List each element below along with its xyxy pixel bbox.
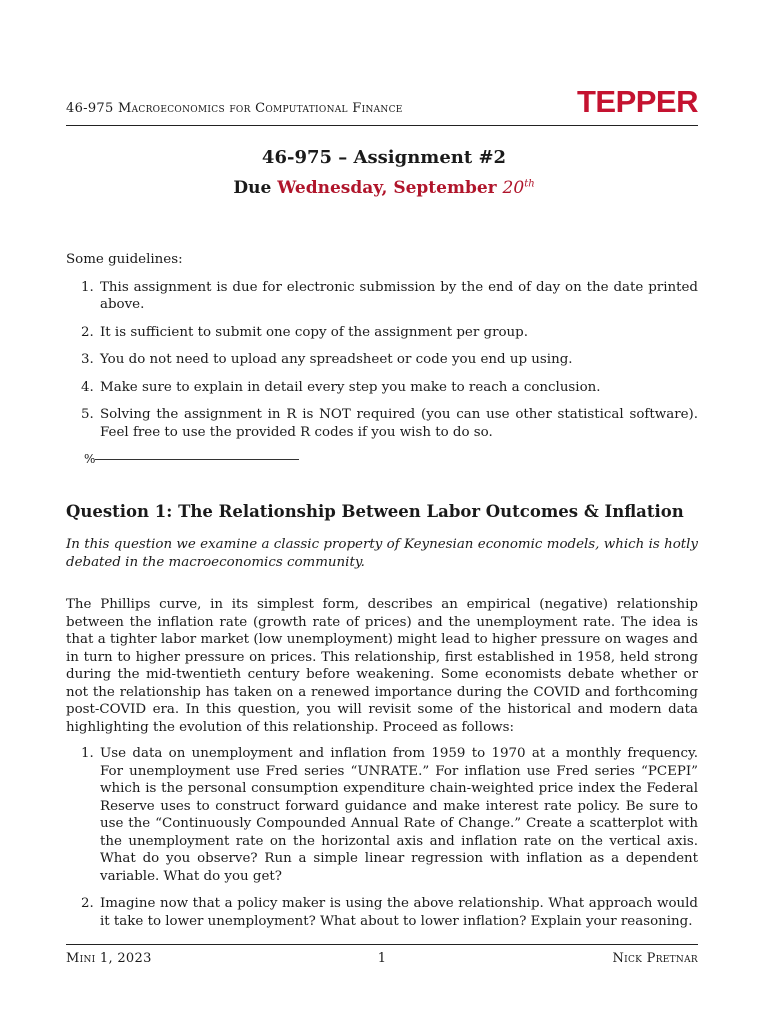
- due-day: Wednesday, September: [277, 178, 503, 198]
- guideline-item: 1. This assignment is due for electronic submission by the end of day on the date printed above.: [98, 279, 698, 314]
- course-title: 46-975 Macroeconomics for Computational Finance: [66, 101, 403, 116]
- question-1-intro: In this question we examine a classic property of Keynesian economic models, which is hotly debated in the macroeconomics community.: [66, 537, 698, 570]
- guideline-item: 2. It is sufficient to submit one copy of the assignment per group.: [98, 324, 698, 342]
- due-prefix: Due: [233, 178, 278, 198]
- footer-author: Nick Pretnar: [612, 951, 698, 966]
- section-separator: [84, 451, 698, 469]
- question-item: 1. Use data on unemployment and inflation from 1959 to 1970 at a monthly frequency. For unemployment use Fred series “UNRATE.” For inflation use Fred series “PCEPI” which is the personal consumption expenditure chain-weighted price index the Federal Reserve uses to construct forward guidance and make interest rate policy. Be sure to use the “Continuously Compounded Annual Rate of Change.” Create a scatterplot with the unemployment rate on the horizontal axis and inflation rate on the vertical axis. What do you observe? Run a simple linear regression with inflation as a dependent variable. What do you get?: [98, 745, 698, 885]
- due-date-digits: 20: [502, 178, 525, 198]
- separator-line: [95, 459, 299, 460]
- guideline-item: 5. Solving the assignment in R is NOT required (you can use other statistical software). Feel free to use the provided R codes if you wish to do so.: [98, 406, 698, 441]
- assignment-title: 46-975 – Assignment #2: [261, 147, 507, 168]
- question-1-list: [66, 745, 698, 930]
- guideline-item: 3. You do not need to upload any spreadsheet or code you end up using.: [98, 351, 698, 369]
- guidelines-list: [66, 279, 698, 442]
- header-rule: [66, 125, 698, 126]
- separator-mark: %: [84, 452, 96, 466]
- due-date-suffix: th: [524, 178, 535, 190]
- footer-rule: [66, 944, 698, 945]
- question-item: 2. Imagine now that a policy maker is using the above relationship. What approach would it take to lower unemployment? What about to lower inflation? Explain your reasoning.: [98, 895, 698, 930]
- footer-term: Mini 1, 2023: [66, 951, 152, 966]
- due-date: [0, 178, 768, 198]
- question-1-paragraph: The Phillips curve, in its simplest form, describes an empirical (negative) relationship between the inflation rate (growth rate of prices) and the unemployment rate. The idea is that a tighter labor market (low unemployment) might lead to higher pressure on wages and in turn to higher pressure on prices. This relationship, first established in 1958, held strong during the mid-twentieth century before weakening. Some economists debate whether or not the relationship has taken on a renewed importance during the COVID and forthcoming post-COVID era. In this question, you will revisit some of the historical and modern data highlighting the evolution of this relationship. Proceed as follows:: [66, 597, 698, 735]
- due-date-number: [503, 178, 535, 198]
- tepper-logo: TEPPER: [576, 84, 698, 119]
- question-1-heading: Question 1: The Relationship Between Labor Outcomes & Inflation: [66, 501, 684, 521]
- page-header: [66, 84, 698, 124]
- document-body: [66, 251, 698, 940]
- page-number: 1: [377, 951, 387, 966]
- guidelines-intro: Some guidelines:: [66, 252, 183, 267]
- guideline-item: 4. Make sure to explain in detail every step you make to reach a conclusion.: [98, 379, 698, 397]
